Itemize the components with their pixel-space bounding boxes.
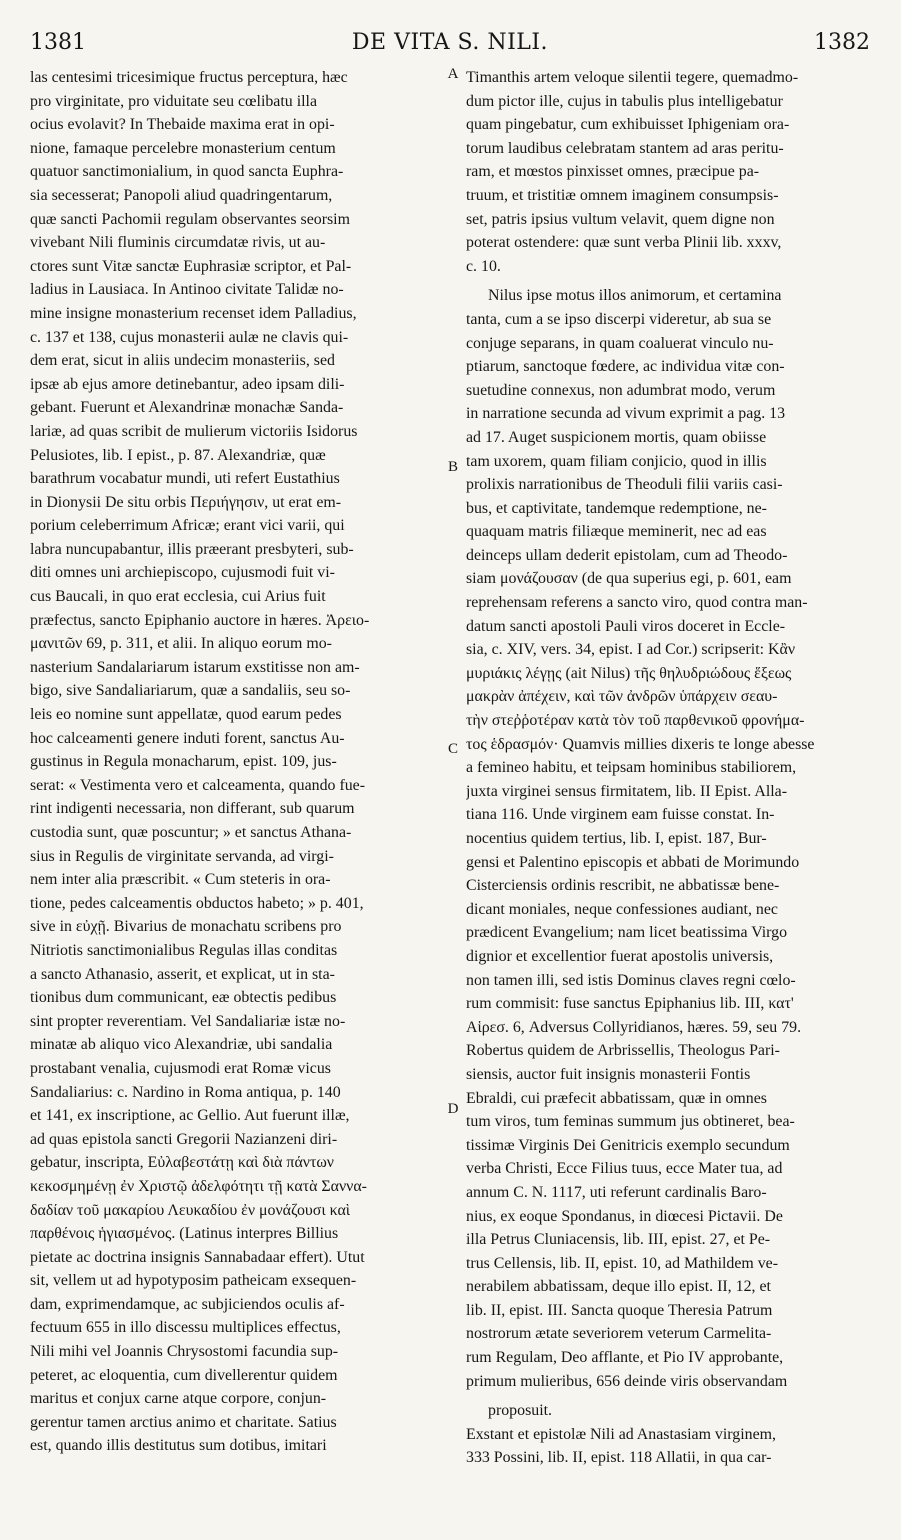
text-line: verba Christi, Ecce Filius tuus, ecce Mater tua, ad	[466, 1160, 783, 1178]
text-line: ad 17. Auget suspicionem mortis, quam obiisse	[466, 428, 767, 446]
text-line: nasterium Sandalariarum istarum exstitisse non am-	[30, 658, 360, 676]
text-line: nem inter alia præscribit. « Cum steteris in ora-	[30, 871, 331, 889]
text-line: las centesimi tricesimique fructus perceptura, hæc	[30, 69, 348, 86]
text-line: ram, et mœstos pinxisset omnes, præcipue pa-	[466, 163, 760, 181]
text-line: tiana 116. Unde virginem eam fuisse constat. In-	[466, 806, 775, 824]
text-line: tum viros, tum feminas summum jus obtineret, bea-	[466, 1113, 795, 1131]
text-line: mine insigne monasterium recenset idem Palladius,	[30, 304, 357, 322]
text-line: diti omnes uni archiepiscopo, cujusmodi fuit vi-	[30, 564, 335, 582]
text-line: serat: « Vestimenta vero et calceamenta, quando fue-	[30, 776, 366, 794]
text-line: μυριάκις λέγῃς (ait Nilus) τῆς θηλυδριώδους ἕξεως	[466, 664, 792, 682]
text-line: leis eo nomine sunt appellatæ, quod earum pedes	[30, 706, 342, 724]
margin-marker-b: B	[447, 459, 458, 475]
text-line: pietate ac doctrina insignis Sannabadaar effert). Utut	[30, 1248, 365, 1266]
text-line: juxta virginei sensus firmitatem, lib. II Epist. Alla-	[466, 782, 788, 800]
text-line: τος ἑδρασμόν· Quamvis millies dixeris te longe abesse	[466, 735, 815, 753]
text-line: sia secesserat; Panopoli aliud quadringentarum,	[30, 186, 333, 204]
text-line: nione, famaque percelebre monasterium centum	[30, 139, 336, 157]
text-line: peteret, ac eloquentia, cum divellerentur quidem	[30, 1366, 338, 1384]
text-line: prostabant venalia, cujusmodi erat Romæ vicus	[30, 1059, 331, 1077]
text-line: sit, vellem ut ad hypotyposim patheicam exsequen-	[30, 1272, 357, 1290]
text-line: et 141, ex inscriptione, ac Gellio. Aut fuerunt illæ,	[30, 1107, 350, 1125]
text-line: a femineo habitu, et teipsam hominibus stabiliorem,	[466, 759, 797, 777]
text-line: Timanthis artem veloque silentii tegere, quemadmo-	[466, 69, 799, 86]
text-line: conjuge separans, in quam coaluerat vinculo nu-	[466, 334, 774, 352]
text-line: a sancto Athanasio, asserit, et explicat, ut in sta-	[30, 965, 335, 983]
text-line: barathrum vocabatur mundi, uti refert Eustathius	[30, 470, 340, 488]
text-line: primum mulieribus, 656 deinde viris observandam	[466, 1372, 788, 1390]
text-line: vivebant Nili fluminis circumdatæ rivis, ut au-	[30, 234, 326, 252]
text-line: siam μονάζουσαν (de qua superius egi, p. 601, eam	[466, 570, 792, 588]
text-line: ctores sunt Vitæ sanctæ Euphrasiæ scriptor, et Pal-	[30, 257, 352, 275]
text-line: Pelusiotes, lib. I epist., p. 87. Alexandriæ, quæ	[30, 446, 326, 464]
text-line: ad quas epistola sancti Gregorii Nazianzeni diri-	[30, 1130, 338, 1148]
text-line: illa Petrus Cluniacensis, lib. III, epist. 27, et Pe-	[466, 1231, 771, 1249]
text-line: minatæ ab aliquo vico Alexandriæ, ubi sandalia	[30, 1036, 333, 1054]
text-line: tionibus dum communicant, eæ obtectis pedibus	[30, 989, 337, 1007]
left-text-column	[30, 66, 443, 1458]
text-line: quaquam matris filiæque meminerit, nec ad eas	[466, 523, 767, 541]
text-line: sint propter reverentiam. Vel Sandaliariæ istæ no-	[30, 1012, 346, 1030]
text-line: παρθένοις ἡγιασμένος. (Latinus interpres Billius	[30, 1225, 339, 1243]
text-line: dignior et excellentior fuerat apostolis universis,	[466, 947, 774, 965]
text-line: tione, pedes calceamentis obductos habeto; » p. 401,	[30, 894, 364, 912]
text-line: quatuor sanctimonialium, in quod sancta Euphra-	[30, 163, 344, 181]
text-line: siensis, auctor fuit insignis monasterii Fontis	[466, 1065, 751, 1083]
text-line: proposuit.	[488, 1402, 553, 1420]
text-line: annum C. N. 1117, uti referunt cardinalis Baro-	[466, 1183, 767, 1201]
text-line: lariæ, ad quas scribit de mulierum victoriis Isidorus	[30, 422, 358, 440]
text-line: tanta, cum a se ipso discerpi videretur, ab sua se	[466, 310, 772, 328]
text-line: bigo, sive Sandaliariarum, quæ a sandaliis, seu so-	[30, 682, 351, 700]
text-line: labra nuncupabantur, illis præerant presbyteri, sub-	[30, 540, 354, 558]
text-line: datum sancti apostoli Pauli viros doceret in Eccle-	[466, 617, 786, 635]
text-line: dicant moniales, neque confessiones audiant, nec	[466, 900, 778, 918]
text-line: gensi et Palentino episcopis et abbati de Morimundo	[466, 853, 800, 871]
text-line: quæ sancti Pachomii regulam observantes seorsim	[30, 210, 350, 228]
text-line: porium celeberrimum Africæ; erant vici varii, qui	[30, 517, 345, 535]
text-line: deinceps ullam dederit epistolam, cum ad Theodo-	[466, 546, 788, 564]
page-title: DE VITA S. NILI.	[351, 30, 549, 55]
text-line: sia, c. XIV, vers. 34, epist. I ad Cor.) scripserit: Κἂν	[466, 641, 795, 659]
text-line: poterat ostendere: quæ sunt verba Plinii lib. xxxv,	[466, 234, 782, 252]
text-line: rint indigenti necessaria, non differant, sub quarum	[30, 800, 355, 818]
text-line: nerabilem abbatissam, deque illo epist. II, 12, et	[466, 1278, 771, 1296]
text-line: ipsæ ab ejus amore detinebantur, adeo ipsam dili-	[30, 375, 345, 393]
text-line: custodia sunt, quæ poscuntur; » et sanctus Athana-	[30, 824, 352, 841]
text-line: est, quando illis destitutus sum dotibus, imitari	[30, 1437, 327, 1455]
text-line: 333 Possini, lib. II, epist. 118 Allatii, in qua car-	[466, 1449, 772, 1467]
text-line: nius, ex eoque Spondanus, in diœcesi Pictavii. De	[466, 1207, 783, 1225]
right-text-column	[466, 66, 870, 1470]
text-line: Sandaliarius: c. Nardino in Roma antiqua, p. 140	[30, 1083, 341, 1101]
text-line: Cisterciensis ordinis rescribit, ne abbatissæ bene-	[466, 877, 780, 895]
left-page-number: 1381	[30, 30, 86, 55]
text-line: prædicent Evangelium; nam licet beatissima Virgo	[466, 924, 788, 942]
text-line: Exstant et epistolæ Nili ad Anastasiam virginem,	[466, 1425, 776, 1443]
text-line: μακρὰν ἀπέχειν, καὶ τῶν ἀνδρῶν ὑπάρχειν σεαυ-	[466, 688, 778, 706]
text-line: quam pingebatur, cum exhibuisset Iphigeniam ora-	[466, 116, 790, 134]
text-line: gebant. Fuerunt et Alexandrinæ monachæ Sanda-	[30, 399, 344, 417]
text-line: Αἱρεσ. 6, Adversus Collyridianos, hæres. 59, seu 79.	[466, 1018, 802, 1036]
text-line: μανιτῶν 69, p. 311, et alii. In aliquo eorum mo-	[30, 635, 332, 653]
text-line: suetudine connexus, non adumbrat modo, verum	[466, 381, 776, 399]
text-line: rum commisit: fuse sanctus Epiphanius lib. III, κατ'	[466, 995, 794, 1013]
text-line: δαδίαν τοῦ μακαρίου Λευκαδίου ἐν μονάζουσι καὶ	[30, 1201, 351, 1219]
text-line: trus Cellensis, lib. II, epist. 10, ad Mathildem ve-	[466, 1254, 779, 1272]
text-line: cus Baucali, in quo erat ecclesia, cui Arius fuit	[30, 588, 326, 606]
text-line: c. 137 et 138, cujus monasterii aulæ ne clavis qui-	[30, 328, 349, 346]
text-line: τὴν στεῤῥοτέραν κατὰ τὸν τοῦ παρθενικοῦ φρονήμα-	[466, 712, 805, 730]
text-line: dem erat, sicut in aliis undecim monasteriis, sed	[30, 352, 335, 370]
margin-marker-c: C	[447, 741, 458, 757]
text-line: pro virginitate, pro viduitate seu cœlibatu illa	[30, 92, 317, 110]
text-line: sive in εὐχῇ. Bivarius de monachatu scribens pro	[30, 918, 342, 936]
text-line: in narratione secunda ad vivum exprimit a pag. 13	[466, 405, 786, 423]
text-line: non tamen illi, sed istis Dominus claves regni cœlo-	[466, 971, 796, 989]
text-line: prolixis narrationibus de Theoduli filii variis casi-	[466, 476, 783, 494]
text-line: Nitriotis sanctimonialibus Regulas illas conditas	[30, 941, 338, 959]
text-line: maritus et conjux carne atque corpore, conjun-	[30, 1390, 327, 1408]
text-line: tissimæ Virginis Dei Genitricis exemplo secundum	[466, 1136, 790, 1154]
text-line: c. 10.	[466, 257, 501, 275]
margin-marker-d: D	[447, 1101, 459, 1117]
text-line: Nili mihi vel Joannis Chrysostomi facundia sup-	[30, 1343, 339, 1361]
text-line: in Dionysii De situ orbis Περιήγησιν, ut erat em-	[30, 493, 342, 511]
text-line: dam, exprimendamque, ac subjiciendos oculis af-	[30, 1295, 345, 1313]
text-line: gerentur tamen arctius animo et charitate. Satius	[30, 1413, 337, 1431]
text-line: tam uxorem, quam filiam conjicio, quod in illis	[466, 452, 767, 470]
running-header	[30, 30, 870, 60]
text-line: gustinus in Regula monacharum, epist. 109, jus-	[30, 753, 337, 771]
text-line: sius in Regulis de virginitate servanda, ad virgi-	[30, 847, 334, 865]
text-line: Ebraldi, cui præfecit abbatissam, quæ in omnes	[466, 1089, 767, 1107]
text-line: lib. II, epist. III. Sancta quoque Theresia Patrum	[466, 1301, 773, 1319]
text-line: dum pictor ille, cujus in tabulis plus intelligebatur	[466, 92, 783, 110]
text-line: reprehensam referens a sancto viro, quod contra man-	[466, 594, 808, 612]
margin-marker-a: A	[447, 66, 459, 82]
right-page-number: 1382	[814, 30, 870, 55]
text-line: fectuum 655 in illo discessu multiplices effectus,	[30, 1319, 341, 1337]
text-line: ptiarum, sanctoque fœdere, ac individua vitæ con-	[466, 358, 785, 376]
text-line: set, patris ipsius vultum velavit, quem digne non	[466, 210, 775, 228]
text-line: gebatur, inscripta, Εὐλαβεστάτῃ καὶ διὰ πάντων	[30, 1154, 334, 1172]
text-line: Nilus ipse motus illos animorum, et certamina	[488, 287, 782, 305]
text-line: rum Regulam, Deo afflante, et Pio IV approbante,	[466, 1349, 784, 1367]
text-line: κεκοσμημένῃ ἐν Χριστῷ ἀδελφότητι τῇ κατὰ Σαννα-	[30, 1177, 367, 1195]
text-line: hoc calceamenti genere induti forent, sanctus Au-	[30, 729, 345, 747]
text-line: bus, et captivitate, tandemque redemptione, ne-	[466, 499, 767, 517]
text-line: ocius evolavit? In Thebaide maxima erat in opi-	[30, 116, 335, 134]
text-line: præfectus, sancto Epiphanio auctore in hæres. Ἀρειο-	[30, 611, 370, 629]
text-line: nocentius quidem tertius, lib. I, epist. 187, Bur-	[466, 830, 767, 847]
text-line: nostrorum ætate severiorem veterum Carmelita-	[466, 1325, 772, 1343]
text-line: Robertus quidem de Arbrissellis, Theologus Pari-	[466, 1042, 780, 1060]
text-line: torum laudibus celebratam stantem ad aras peritu-	[466, 139, 784, 157]
text-line: truum, et tristitiæ omnem imaginem consumpsis-	[466, 186, 779, 204]
text-line: ladius in Lausiaca. In Antinoo civitate Talidæ no-	[30, 281, 344, 299]
